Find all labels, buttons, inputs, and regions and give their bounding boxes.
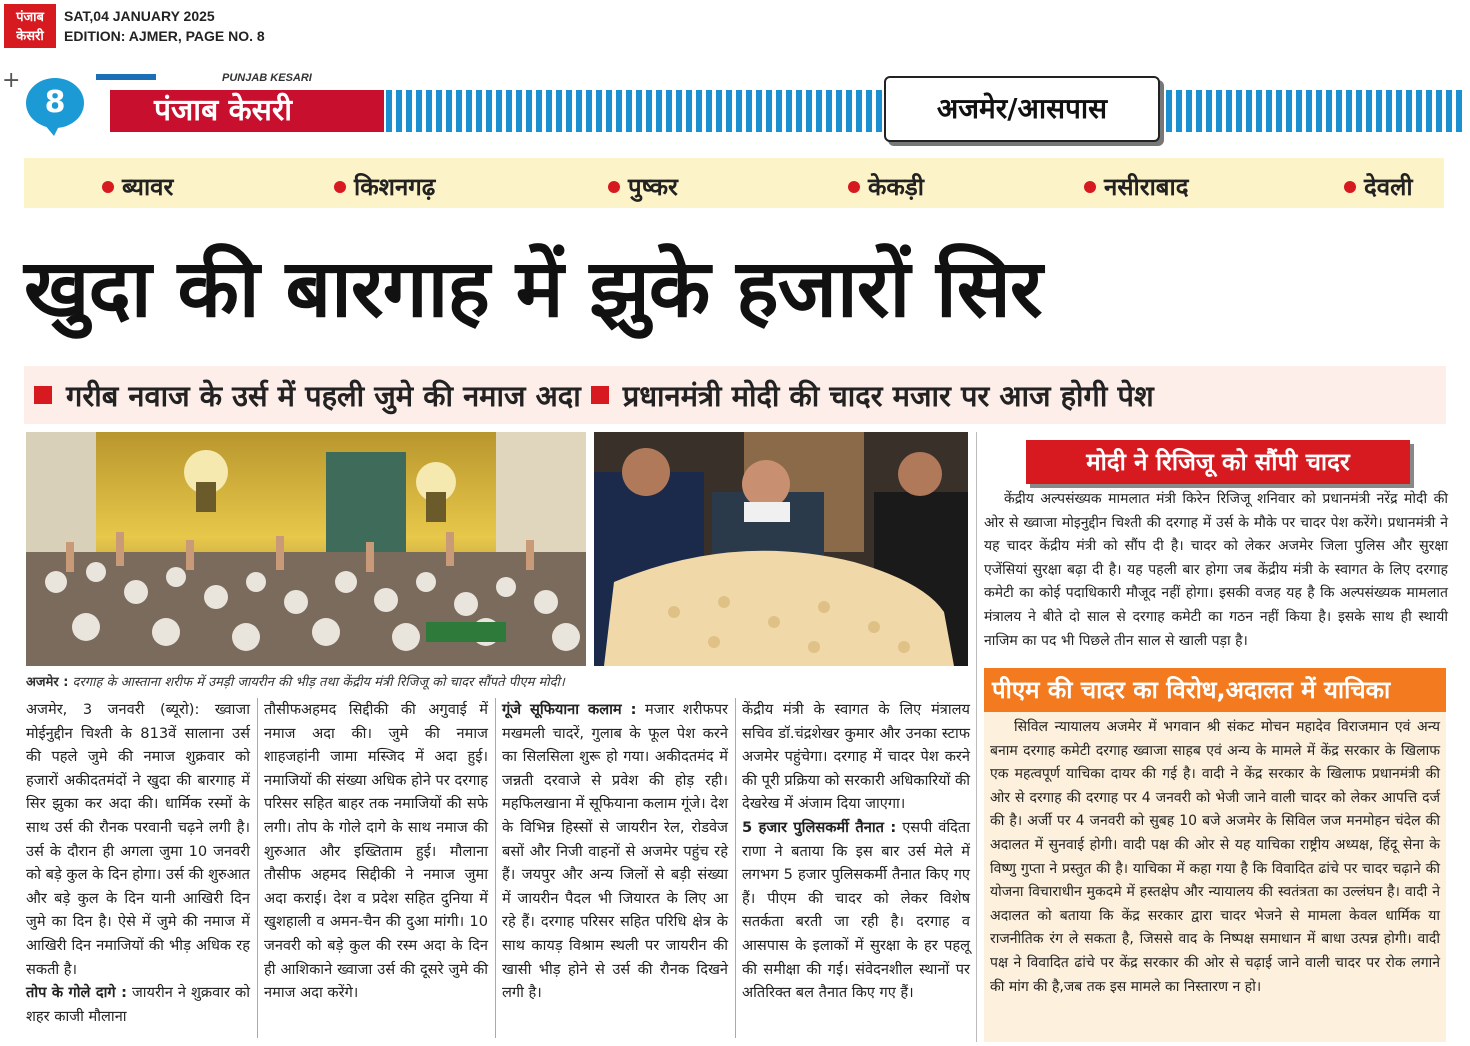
caption-text: दरगाह के आस्ताना शरीफ में उमड़ी जायरीन की भीड़ तथा केंद्रीय मंत्री रिजिजू को चादर सौंपते पीएम मोदी। xyxy=(68,675,565,690)
article-paragraph: अजमेर, 3 जनवरी (ब्यूरो): ख्वाजा मोईनुद्दीन चिश्ती के 813वें सालाना उर्स की पहले जुमे की नमाज शुक्रवार को हजारों अकीदतमंदों ने खुदा की बारगाह में सिर झुका कर अदा की। धार्मिक रस्मों के साथ उर्स की रौनक परवानी चढ़ने लगी है। उर्स के दौरान ही अगला जुमा 10 जनवरी को बड़े कुल के दिन होगा। उर्स की शुरुआत और बड़े कुल के दिन यानी आखिरी दिन जुमे का दिन है। ऐसे में जुमे की नमाज में आखिरी दिन नमाजियों की भीड़ अधिक रह सकती है। xyxy=(26,701,250,978)
bullet-icon xyxy=(848,181,860,193)
edition-date: SAT,04 JANUARY 2025 xyxy=(64,8,215,24)
column-divider xyxy=(495,698,496,1038)
article-text: मजार शरीफपर मखमली चादरें, गुलाब के फूल पेश करने का सिलसिला शुरू हो गया। अकीदतमंद में जन्नती दरवाजे से प्रवेश की होड़ रही। महफिलखाना में सूफियाना कलाम गूंजे। देश के विभिन्न हिस्सों से जायरीन रेल, रोडवेज बसों और निजी वाहनों से अजमेर पहुंच रहे हैं। जयपुर और अन्य जिलों से बड़ी संख्या में जायरीन पैदल भी जियारत के लिए आ रहे हैं। दरगाह परिसर सहित परिधि क्षेत्र के साथ कायड़ विश्राम स्थली पर जायरीन की खासी भीड़ होने से उर्स की रौनक दिखने लगी है। xyxy=(502,701,728,1002)
location-item xyxy=(848,170,924,203)
location-label: देवली xyxy=(1364,173,1413,201)
column-divider xyxy=(257,698,258,1038)
main-headline: खुदा की बारगाह में झुके हजारों सिर xyxy=(24,242,1042,335)
sidebar-text-court: सिविल न्यायालय अजमेर में भगवान श्री संकट मोचन महादेव विराजमान एवं अन्य बनाम दरगाह कमेटी दरगाह ख्वाजा साहब एवं अन्य के मामले में केंद्र सरकार के खिलाफ एक महत्वपूर्ण याचिका दायर की गई है। वादी ने केंद्र सरकार के खिलाफ प्रधानमंत्री की ओर से दरगाह की दरगाह पर 4 जनवरी को भेजी जाने वाली चादर को लेकर आपत्ति दर्ज की है। अर्जी पर 4 जनवरी को सुबह 10 बजे अजमेर के सिविल जज मनमोहन चंदेल की अदालत में सुनवाई होगी। वादी पक्ष की ओर से यह याचिका राष्ट्रीय अध्यक्ष, हिंदू सेना के विष्णु गुप्ता ने प्रस्तुत की है। याचिका में कहा गया है कि विवादित ढांचे पर चादर चढ़ाने की योजना विचाराधीन मुकदमे में हस्तक्षेप और न्यायालय की स्वतंत्रता का उल्लंघन है। वादी ने अदालत को बताया कि केंद्र सरकार द्वारा चादर भेजने से मामला केवल धार्मिक या राजनीतिक रंग ले सकता है, जिससे वाद के निष्पक्ष समाधान में बाधा उत्पन्न होगी। वादी पक्ष ने विवादित ढांचे पर केंद्र सरकार की ओर से चढ़ाई जाने वाली चादर पर रोक लगाने की मांग की है,जब तक इस मामले का निस्तारण न हो। xyxy=(990,719,1440,995)
article-paragraph xyxy=(742,816,970,1005)
masthead-rule xyxy=(96,74,156,80)
article-paragraph: केंद्रीय मंत्री के स्वागत के लिए मंत्रालय सचिव डॉ.चंद्रशेखर कुमार और उनका स्टाफ अजमेर पहुंचेगा। दरगाह में चादर पेश करने की पूरी प्रक्रिया को सरकारी अधिकारियों की देखरेख में अंजाम दिया जाएगा। xyxy=(742,701,970,813)
location-label: पुष्कर xyxy=(628,173,678,201)
bullet-icon xyxy=(102,181,114,193)
sidebar-text-modi: केंद्रीय अल्पसंख्यक मामलात मंत्री किरेन रिजिजू शनिवार को प्रधानमंत्री नरेंद्र मोदी की ओर से ख्वाजा मोइनुद्दीन चिश्ती की दरगाह में उर्स के मौके पर चादर पेश करेंगे। प्रधानमंत्री ने यह चादर केंद्रीय मंत्री को सौंप दी है। चादर को लेकर अजमेर जिला पुलिस और सुरक्षा एजेंसियां सुरक्षा बढ़ा दी है। यह पहली बार होगा जब केंद्रीय मंत्री के स्वागत के लिए दरगाह कमेटी का कोई पदाधिकारी मौजूद नहीं होगा। इसकी वजह यह है कि अल्पसंख्यक मामलात मंत्रालय ने बीते दो साल से दरगाह कमेटी का गठन नहीं किया है। इसके साथ ही स्थायी नाजिम का पद भी पिछले तीन साल से खाली पड़ा है। xyxy=(984,491,1448,649)
location-item xyxy=(102,170,173,203)
subheadline-bar xyxy=(24,366,1446,424)
registration-mark-icon: + xyxy=(2,68,21,93)
column-divider xyxy=(735,698,736,1038)
article-subheading: गूंजे सूफियाना कलाम : xyxy=(502,701,637,718)
article-text: एसपी वंदिता राणा ने बताया कि इस बार उर्स मेले में लगभग 5 हजार पुलिसकर्मी तैनात किए गए हैं। पीएम की चादर को लेकर विशेष सतर्कता बरती जा रही है। दरगाह व आसपास के इलाकों में सुरक्षा के हर पहलू की समीक्षा की गई। संवेदनशील स्थानों पर अतिरिक्त बल तैनात किए गए हैं। xyxy=(742,818,970,1002)
bullet-icon xyxy=(1084,181,1096,193)
location-label: केकड़ी xyxy=(868,173,924,201)
column-divider xyxy=(976,432,977,1042)
edition-info xyxy=(64,6,265,46)
sidebar-title-modi: मोदी ने रिजिजू को सौंपी चादर xyxy=(1026,440,1410,484)
article-text: जायरीन ने शुक्रवार को शहर काजी मौलाना xyxy=(26,984,250,1025)
article-paragraph xyxy=(502,698,728,1005)
article-paragraph xyxy=(26,981,250,1028)
article-column-1 xyxy=(26,698,250,1028)
bullet-icon xyxy=(1344,181,1356,193)
bullet-icon xyxy=(334,181,346,193)
location-label: किशनगढ़ xyxy=(354,173,436,201)
publication-logo xyxy=(4,4,56,48)
publication-small-label: PUNJAB KESARI xyxy=(222,72,312,84)
location-bar xyxy=(24,158,1444,208)
edition-meta-bar xyxy=(0,0,1470,52)
location-label: ब्यावर xyxy=(122,173,174,201)
logo-line-2: केसरी xyxy=(16,29,44,44)
bullet-icon xyxy=(608,181,620,193)
article-column-3 xyxy=(502,698,728,1005)
location-label: नसीराबाद xyxy=(1104,173,1189,201)
square-bullet-icon xyxy=(591,386,609,404)
chadar-handover-photo xyxy=(594,432,968,666)
square-bullet-icon xyxy=(34,386,52,404)
article-column-2 xyxy=(264,698,488,1005)
article-subheading: 5 हजार पुलिसकर्मी तैनात : xyxy=(742,818,897,836)
article-column-4 xyxy=(742,698,970,1005)
photo-caption xyxy=(26,672,970,690)
location-item xyxy=(1344,170,1413,203)
article-subheading: तोप के गोले दागे : xyxy=(26,984,127,1002)
location-item xyxy=(1084,170,1188,203)
sidebar-title-court: पीएम की चादर का विरोध,अदालत में याचिका xyxy=(984,668,1446,712)
dargah-crowd-photo xyxy=(26,432,586,666)
location-item xyxy=(608,170,678,203)
article-paragraph: तौसीफअहमद सिद्दीकी की अगुवाई में नमाज अदा की। जुमे की नमाज शाहजहांनी जामा मस्जिद में अदा हुई। नमाजियों की संख्या अधिक होने पर दरगाह परिसर सहित बाहर तक नमाजियों की सफे लगी। तोप के गोले दागे के साथ नमाज की शुरुआत और इख्तिताम हुई। मौलाना तौसीफ अहमद सिद्दीकी ने नमाज जुमा अदा कराई। देश व प्रदेश सहित दुनिया में खुशहाली व अमन-चैन की दुआ मांगी। 10 जनवरी को बड़े कुल की रस्म अदा के दिन ही आशिकाने ख्वाजा उर्स की दूसरे जुमे की नमाज अदा करेंगे। xyxy=(264,701,488,1002)
subheadline-2: प्रधानमंत्री मोदी की चादर मजार पर आज होगी पेश xyxy=(622,378,1154,413)
location-item xyxy=(334,170,435,203)
masthead-brand: पंजाब केसरी xyxy=(110,90,384,132)
page-number-badge: 8 xyxy=(26,78,84,128)
edition-page: EDITION: AJMER, PAGE NO. 8 xyxy=(64,28,265,44)
logo-line-1: पंजाब xyxy=(16,10,44,25)
subheadline-1: गरीब नवाज के उर्स में पहली जुमे की नमाज अदा xyxy=(66,378,581,413)
section-title: अजमेर/आसपास xyxy=(884,76,1160,142)
caption-place: अजमेर : xyxy=(26,675,69,690)
